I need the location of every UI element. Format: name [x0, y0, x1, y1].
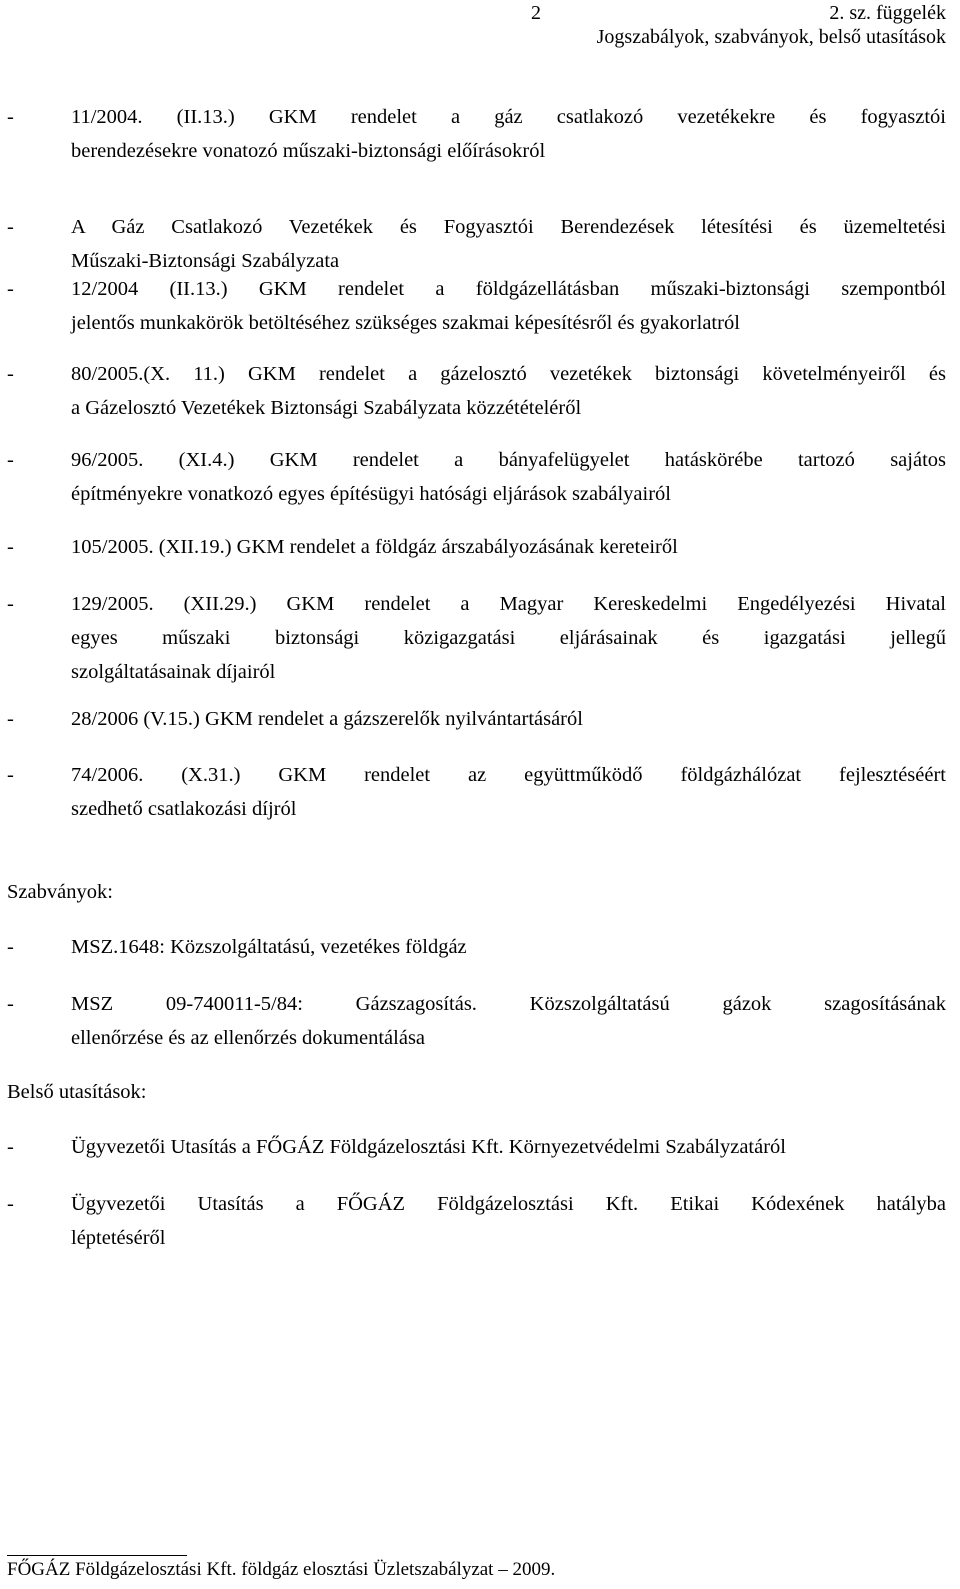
list-bullet: - [7, 936, 14, 958]
footer-divider [7, 1555, 187, 1556]
item-line: léptetéséről [71, 1227, 166, 1249]
standards-heading: Szabványok: [7, 881, 113, 903]
page-footer: FŐGÁZ Földgázelosztási Kft. földgáz elosztási Üzletszabályzat – 2009. [7, 1559, 556, 1580]
list-bullet: - [7, 106, 14, 128]
list-bullet: - [7, 1193, 14, 1215]
item-line: berendezésekre vonatozó műszaki-biztonsági előírásokról [71, 140, 546, 162]
item-line: jelentős munkakörök betöltéséhez szükséges szakmai képesítésről és gyakorlatról [71, 312, 740, 334]
item-line: MSZ.1648: Közszolgáltatású, vezetékes földgáz [71, 936, 467, 958]
item-line: Ügyvezetői Utasítás a FŐGÁZ Földgázelosztási Kft. Környezetvédelmi Szabályzatáról [71, 1136, 786, 1158]
item-line: szedhető csatlakozási díjról [71, 798, 297, 820]
internal-heading: Belső utasítások: [7, 1081, 147, 1103]
item-line: 11/2004. (II.13.) GKM rendelet a gáz csatlakozó vezetékekre és fogyasztói [71, 106, 946, 128]
item-line: 28/2006 (V.15.) GKM rendelet a gázszerelők nyilvántartásáról [71, 708, 583, 730]
item-line: építményekre vonatkozó egyes építésügyi hatósági eljárások szabályairól [71, 483, 671, 505]
list-bullet: - [7, 993, 14, 1015]
list-bullet: - [7, 278, 14, 300]
item-line: 105/2005. (XII.19.) GKM rendelet a földgáz árszabályozásának kereteiről [71, 536, 678, 558]
item-line: 74/2006. (X.31.) GKM rendelet az együttműködő földgázhálózat fejlesztéséért [71, 764, 946, 786]
list-bullet: - [7, 363, 14, 385]
item-line: A Gáz Csatlakozó Vezetékek és Fogyasztói Berendezések létesítési és üzemeltetési [71, 216, 946, 238]
list-bullet: - [7, 764, 14, 786]
list-bullet: - [7, 1136, 14, 1158]
page-number: 2 [531, 2, 541, 24]
page-header [597, 1, 946, 49]
header-subtitle: Jogszabályok, szabványok, belső utasítások [596, 26, 946, 48]
item-line: 12/2004 (II.13.) GKM rendelet a földgázellátásban műszaki-biztonsági szempontból [71, 278, 946, 300]
list-bullet: - [7, 449, 14, 471]
item-line: szolgáltatásainak díjairól [71, 661, 276, 683]
item-line: egyes műszaki biztonsági közigazgatási eljárásainak és igazgatási jellegű [71, 627, 946, 649]
item-line: 129/2005. (XII.29.) GKM rendelet a Magyar Kereskedelmi Engedélyezési Hivatal [71, 593, 946, 615]
list-bullet: - [7, 536, 14, 558]
item-line: 80/2005.(X. 11.) GKM rendelet a gázelosztó vezetékek biztonsági követelményeiről és [71, 363, 946, 385]
appendix-label: 2. sz. függelék [829, 2, 946, 24]
item-line: Ügyvezetői Utasítás a FŐGÁZ Földgázelosztási Kft. Etikai Kódexének hatályba [71, 1193, 946, 1215]
list-bullet: - [7, 708, 14, 730]
item-line: MSZ 09-740011-5/84: Gázszagosítás. Közszolgáltatású gázok szagosításának [71, 993, 946, 1015]
list-bullet: - [7, 593, 14, 615]
item-line: 96/2005. (XI.4.) GKM rendelet a bányafelügyelet hatáskörébe tartozó sajátos [71, 449, 946, 471]
item-line: ellenőrzése és az ellenőrzés dokumentálása [71, 1027, 426, 1049]
item-line: a Gázelosztó Vezetékek Biztonsági Szabályzata közzétételéről [71, 397, 582, 419]
item-line: Műszaki-Biztonsági Szabályzata [71, 250, 340, 272]
list-bullet: - [7, 216, 14, 238]
